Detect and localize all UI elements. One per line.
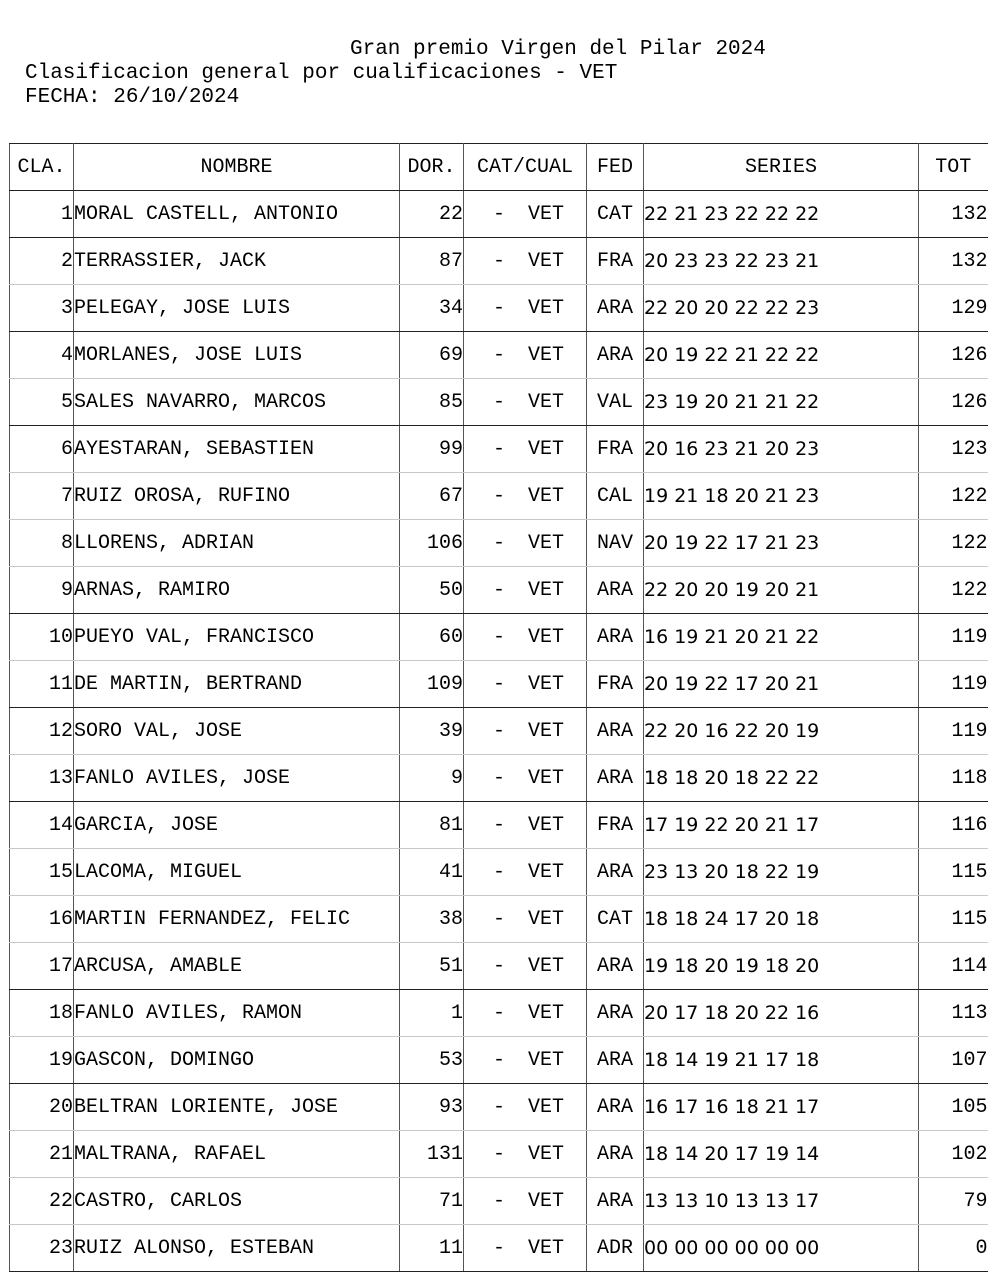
table-row <box>10 661 988 708</box>
qualification-value: VET <box>528 343 565 367</box>
name-cell: SALES NAVARRO, MARCOS <box>74 379 400 426</box>
federation-cell: CAL <box>587 473 644 520</box>
rank-cell: 21 <box>10 1131 74 1178</box>
series-cell: 22 20 20 19 20 21 <box>644 567 919 614</box>
table-row <box>10 1037 988 1084</box>
category-value: - <box>492 860 505 884</box>
qualification-value: VET <box>528 249 565 273</box>
name-cell: GARCIA, JOSE <box>74 802 400 849</box>
qualification-value: VET <box>528 1048 565 1072</box>
column-header-fed: FED <box>587 144 644 191</box>
bib-cell: 131 <box>400 1131 464 1178</box>
rank-cell: 13 <box>10 755 74 802</box>
total-cell: 116 <box>919 802 988 849</box>
category-cell <box>464 755 587 802</box>
rank-cell: 22 <box>10 1178 74 1225</box>
total-cell: 122 <box>919 520 988 567</box>
table-row <box>10 1084 988 1131</box>
bib-cell: 85 <box>400 379 464 426</box>
table-row <box>10 379 988 426</box>
bib-cell: 67 <box>400 473 464 520</box>
page-title: Gran premio Virgen del Pilar 2024 <box>350 38 766 61</box>
qualification-value: VET <box>528 954 565 978</box>
table-row <box>10 896 988 943</box>
table-row <box>10 191 988 238</box>
bib-cell: 41 <box>400 849 464 896</box>
bib-cell: 11 <box>400 1225 464 1272</box>
series-cell: 18 18 24 17 20 18 <box>644 896 919 943</box>
federation-cell: ARA <box>587 332 644 379</box>
table-row <box>10 567 988 614</box>
bib-cell: 9 <box>400 755 464 802</box>
series-cell: 17 19 22 20 21 17 <box>644 802 919 849</box>
category-cell <box>464 285 587 332</box>
category-cell <box>464 896 587 943</box>
table-row <box>10 802 988 849</box>
column-header-tot: TOT <box>919 144 988 191</box>
table-row <box>10 238 988 285</box>
rank-cell: 8 <box>10 520 74 567</box>
table-row <box>10 1225 988 1272</box>
bib-cell: 106 <box>400 520 464 567</box>
rank-cell: 20 <box>10 1084 74 1131</box>
category-value: - <box>492 390 505 414</box>
federation-cell: ARA <box>587 755 644 802</box>
qualification-value: VET <box>528 531 565 555</box>
rank-cell: 18 <box>10 990 74 1037</box>
total-cell: 123 <box>919 426 988 473</box>
qualification-value: VET <box>528 1001 565 1025</box>
bib-cell: 71 <box>400 1178 464 1225</box>
rank-cell: 11 <box>10 661 74 708</box>
category-cell <box>464 849 587 896</box>
column-header-nombre: NOMBRE <box>74 144 400 191</box>
bib-cell: 109 <box>400 661 464 708</box>
name-cell: LLORENS, ADRIAN <box>74 520 400 567</box>
name-cell: TERRASSIER, JACK <box>74 238 400 285</box>
total-cell: 115 <box>919 849 988 896</box>
rank-cell: 2 <box>10 238 74 285</box>
bib-cell: 34 <box>400 285 464 332</box>
results-table <box>9 143 988 1272</box>
column-header-cat-cual: CAT/CUAL <box>464 144 587 191</box>
category-value: - <box>492 954 505 978</box>
qualification-value: VET <box>528 860 565 884</box>
federation-cell: ARA <box>587 285 644 332</box>
qualification-value: VET <box>528 719 565 743</box>
federation-cell: ARA <box>587 849 644 896</box>
qualification-value: VET <box>528 1095 565 1119</box>
total-cell: 79 <box>919 1178 988 1225</box>
category-value: - <box>492 343 505 367</box>
category-value: - <box>492 813 505 837</box>
rank-cell: 16 <box>10 896 74 943</box>
total-cell: 0 <box>919 1225 988 1272</box>
rank-cell: 7 <box>10 473 74 520</box>
table-row <box>10 332 988 379</box>
name-cell: RUIZ ALONSO, ESTEBAN <box>74 1225 400 1272</box>
table-row <box>10 520 988 567</box>
table-row <box>10 285 988 332</box>
federation-cell: NAV <box>587 520 644 567</box>
rank-cell: 15 <box>10 849 74 896</box>
category-value: - <box>492 296 505 320</box>
category-cell <box>464 1178 587 1225</box>
bib-cell: 53 <box>400 1037 464 1084</box>
series-cell: 20 19 22 17 20 21 <box>644 661 919 708</box>
qualification-value: VET <box>528 1142 565 1166</box>
series-cell: 20 19 22 21 22 22 <box>644 332 919 379</box>
name-cell: ARNAS, RAMIRO <box>74 567 400 614</box>
series-cell: 18 18 20 18 22 22 <box>644 755 919 802</box>
qualification-value: VET <box>528 907 565 931</box>
category-value: - <box>492 249 505 273</box>
table-row <box>10 755 988 802</box>
name-cell: MORAL CASTELL, ANTONIO <box>74 191 400 238</box>
rank-cell: 6 <box>10 426 74 473</box>
name-cell: MALTRANA, RAFAEL <box>74 1131 400 1178</box>
total-cell: 126 <box>919 332 988 379</box>
total-cell: 115 <box>919 896 988 943</box>
rank-cell: 23 <box>10 1225 74 1272</box>
federation-cell: CAT <box>587 191 644 238</box>
category-cell <box>464 990 587 1037</box>
page-subtitle: Clasificacion general por cualificaciones - VET <box>25 62 618 85</box>
category-cell <box>464 943 587 990</box>
federation-cell: ARA <box>587 567 644 614</box>
bib-cell: 81 <box>400 802 464 849</box>
table-row <box>10 849 988 896</box>
qualification-value: VET <box>528 202 565 226</box>
bib-cell: 22 <box>400 191 464 238</box>
federation-cell: FRA <box>587 661 644 708</box>
name-cell: FANLO AVILES, RAMON <box>74 990 400 1037</box>
category-cell <box>464 238 587 285</box>
name-cell: CASTRO, CARLOS <box>74 1178 400 1225</box>
category-value: - <box>492 1142 505 1166</box>
name-cell: PELEGAY, JOSE LUIS <box>74 285 400 332</box>
series-cell: 13 13 10 13 13 17 <box>644 1178 919 1225</box>
name-cell: AYESTARAN, SEBASTIEN <box>74 426 400 473</box>
category-cell <box>464 567 587 614</box>
bib-cell: 99 <box>400 426 464 473</box>
rank-cell: 1 <box>10 191 74 238</box>
series-cell: 16 17 16 18 21 17 <box>644 1084 919 1131</box>
category-value: - <box>492 484 505 508</box>
name-cell: PUEYO VAL, FRANCISCO <box>74 614 400 661</box>
name-cell: GASCON, DOMINGO <box>74 1037 400 1084</box>
series-cell: 20 19 22 17 21 23 <box>644 520 919 567</box>
series-cell: 19 18 20 19 18 20 <box>644 943 919 990</box>
category-cell <box>464 614 587 661</box>
category-cell <box>464 1037 587 1084</box>
series-cell: 20 16 23 21 20 23 <box>644 426 919 473</box>
qualification-value: VET <box>528 672 565 696</box>
qualification-value: VET <box>528 437 565 461</box>
bib-cell: 93 <box>400 1084 464 1131</box>
category-cell <box>464 379 587 426</box>
federation-cell: ARA <box>587 1037 644 1084</box>
qualification-value: VET <box>528 766 565 790</box>
name-cell: FANLO AVILES, JOSE <box>74 755 400 802</box>
total-cell: 126 <box>919 379 988 426</box>
series-cell: 18 14 20 17 19 14 <box>644 1131 919 1178</box>
category-value: - <box>492 437 505 461</box>
category-value: - <box>492 578 505 602</box>
rank-cell: 5 <box>10 379 74 426</box>
rank-cell: 12 <box>10 708 74 755</box>
total-cell: 105 <box>919 1084 988 1131</box>
series-cell: 22 20 20 22 22 23 <box>644 285 919 332</box>
column-header-dor: DOR. <box>400 144 464 191</box>
qualification-value: VET <box>528 813 565 837</box>
category-value: - <box>492 1189 505 1213</box>
federation-cell: FRA <box>587 238 644 285</box>
category-cell <box>464 1225 587 1272</box>
category-value: - <box>492 1048 505 1072</box>
category-value: - <box>492 672 505 696</box>
name-cell: RUIZ OROSA, RUFINO <box>74 473 400 520</box>
category-cell <box>464 802 587 849</box>
category-value: - <box>492 766 505 790</box>
total-cell: 132 <box>919 191 988 238</box>
total-cell: 118 <box>919 755 988 802</box>
qualification-value: VET <box>528 484 565 508</box>
federation-cell: ARA <box>587 1131 644 1178</box>
series-cell: 23 13 20 18 22 19 <box>644 849 919 896</box>
table-row <box>10 426 988 473</box>
series-cell: 20 23 23 22 23 21 <box>644 238 919 285</box>
bib-cell: 39 <box>400 708 464 755</box>
category-cell <box>464 520 587 567</box>
total-cell: 122 <box>919 567 988 614</box>
federation-cell: ARA <box>587 1178 644 1225</box>
total-cell: 119 <box>919 614 988 661</box>
bib-cell: 51 <box>400 943 464 990</box>
category-value: - <box>492 719 505 743</box>
rank-cell: 14 <box>10 802 74 849</box>
name-cell: DE MARTIN, BERTRAND <box>74 661 400 708</box>
bib-cell: 69 <box>400 332 464 379</box>
category-value: - <box>492 531 505 555</box>
category-cell <box>464 708 587 755</box>
report-date: FECHA: 26/10/2024 <box>25 86 240 109</box>
table-row <box>10 614 988 661</box>
name-cell: SORO VAL, JOSE <box>74 708 400 755</box>
category-cell <box>464 191 587 238</box>
federation-cell: VAL <box>587 379 644 426</box>
total-cell: 132 <box>919 238 988 285</box>
total-cell: 119 <box>919 708 988 755</box>
category-value: - <box>492 1001 505 1025</box>
name-cell: LACOMA, MIGUEL <box>74 849 400 896</box>
rank-cell: 3 <box>10 285 74 332</box>
bib-cell: 87 <box>400 238 464 285</box>
federation-cell: FRA <box>587 802 644 849</box>
federation-cell: ARA <box>587 1084 644 1131</box>
total-cell: 113 <box>919 990 988 1037</box>
series-cell: 22 20 16 22 20 19 <box>644 708 919 755</box>
category-value: - <box>492 1236 505 1260</box>
federation-cell: FRA <box>587 426 644 473</box>
bib-cell: 38 <box>400 896 464 943</box>
qualification-value: VET <box>528 578 565 602</box>
bib-cell: 50 <box>400 567 464 614</box>
table-header-row <box>10 144 988 191</box>
series-cell: 18 14 19 21 17 18 <box>644 1037 919 1084</box>
rank-cell: 9 <box>10 567 74 614</box>
qualification-value: VET <box>528 296 565 320</box>
series-cell: 19 21 18 20 21 23 <box>644 473 919 520</box>
name-cell: BELTRAN LORIENTE, JOSE <box>74 1084 400 1131</box>
table-row <box>10 473 988 520</box>
category-cell <box>464 426 587 473</box>
total-cell: 129 <box>919 285 988 332</box>
category-value: - <box>492 1095 505 1119</box>
qualification-value: VET <box>528 625 565 649</box>
series-cell: 20 17 18 20 22 16 <box>644 990 919 1037</box>
qualification-value: VET <box>528 1189 565 1213</box>
total-cell: 122 <box>919 473 988 520</box>
column-header-series: SERIES <box>644 144 919 191</box>
name-cell: ARCUSA, AMABLE <box>74 943 400 990</box>
federation-cell: CAT <box>587 896 644 943</box>
column-header-cla: CLA. <box>10 144 74 191</box>
category-cell <box>464 1084 587 1131</box>
category-cell <box>464 1131 587 1178</box>
qualification-value: VET <box>528 390 565 414</box>
total-cell: 119 <box>919 661 988 708</box>
table-row <box>10 1131 988 1178</box>
category-value: - <box>492 625 505 649</box>
qualification-value: VET <box>528 1236 565 1260</box>
name-cell: MORLANES, JOSE LUIS <box>74 332 400 379</box>
table-row <box>10 943 988 990</box>
federation-cell: ARA <box>587 943 644 990</box>
category-cell <box>464 332 587 379</box>
category-cell <box>464 661 587 708</box>
bib-cell: 60 <box>400 614 464 661</box>
series-cell: 16 19 21 20 21 22 <box>644 614 919 661</box>
category-value: - <box>492 202 505 226</box>
name-cell: MARTIN FERNANDEZ, FELIC <box>74 896 400 943</box>
rank-cell: 10 <box>10 614 74 661</box>
rank-cell: 4 <box>10 332 74 379</box>
total-cell: 114 <box>919 943 988 990</box>
table-row <box>10 708 988 755</box>
category-value: - <box>492 907 505 931</box>
series-cell: 23 19 20 21 21 22 <box>644 379 919 426</box>
bib-cell: 1 <box>400 990 464 1037</box>
series-cell: 00 00 00 00 00 00 <box>644 1225 919 1272</box>
federation-cell: ARA <box>587 990 644 1037</box>
table-row <box>10 990 988 1037</box>
table-row <box>10 1178 988 1225</box>
rank-cell: 19 <box>10 1037 74 1084</box>
federation-cell: ADR <box>587 1225 644 1272</box>
federation-cell: ARA <box>587 614 644 661</box>
federation-cell: ARA <box>587 708 644 755</box>
category-cell <box>464 473 587 520</box>
total-cell: 102 <box>919 1131 988 1178</box>
series-cell: 22 21 23 22 22 22 <box>644 191 919 238</box>
total-cell: 107 <box>919 1037 988 1084</box>
rank-cell: 17 <box>10 943 74 990</box>
